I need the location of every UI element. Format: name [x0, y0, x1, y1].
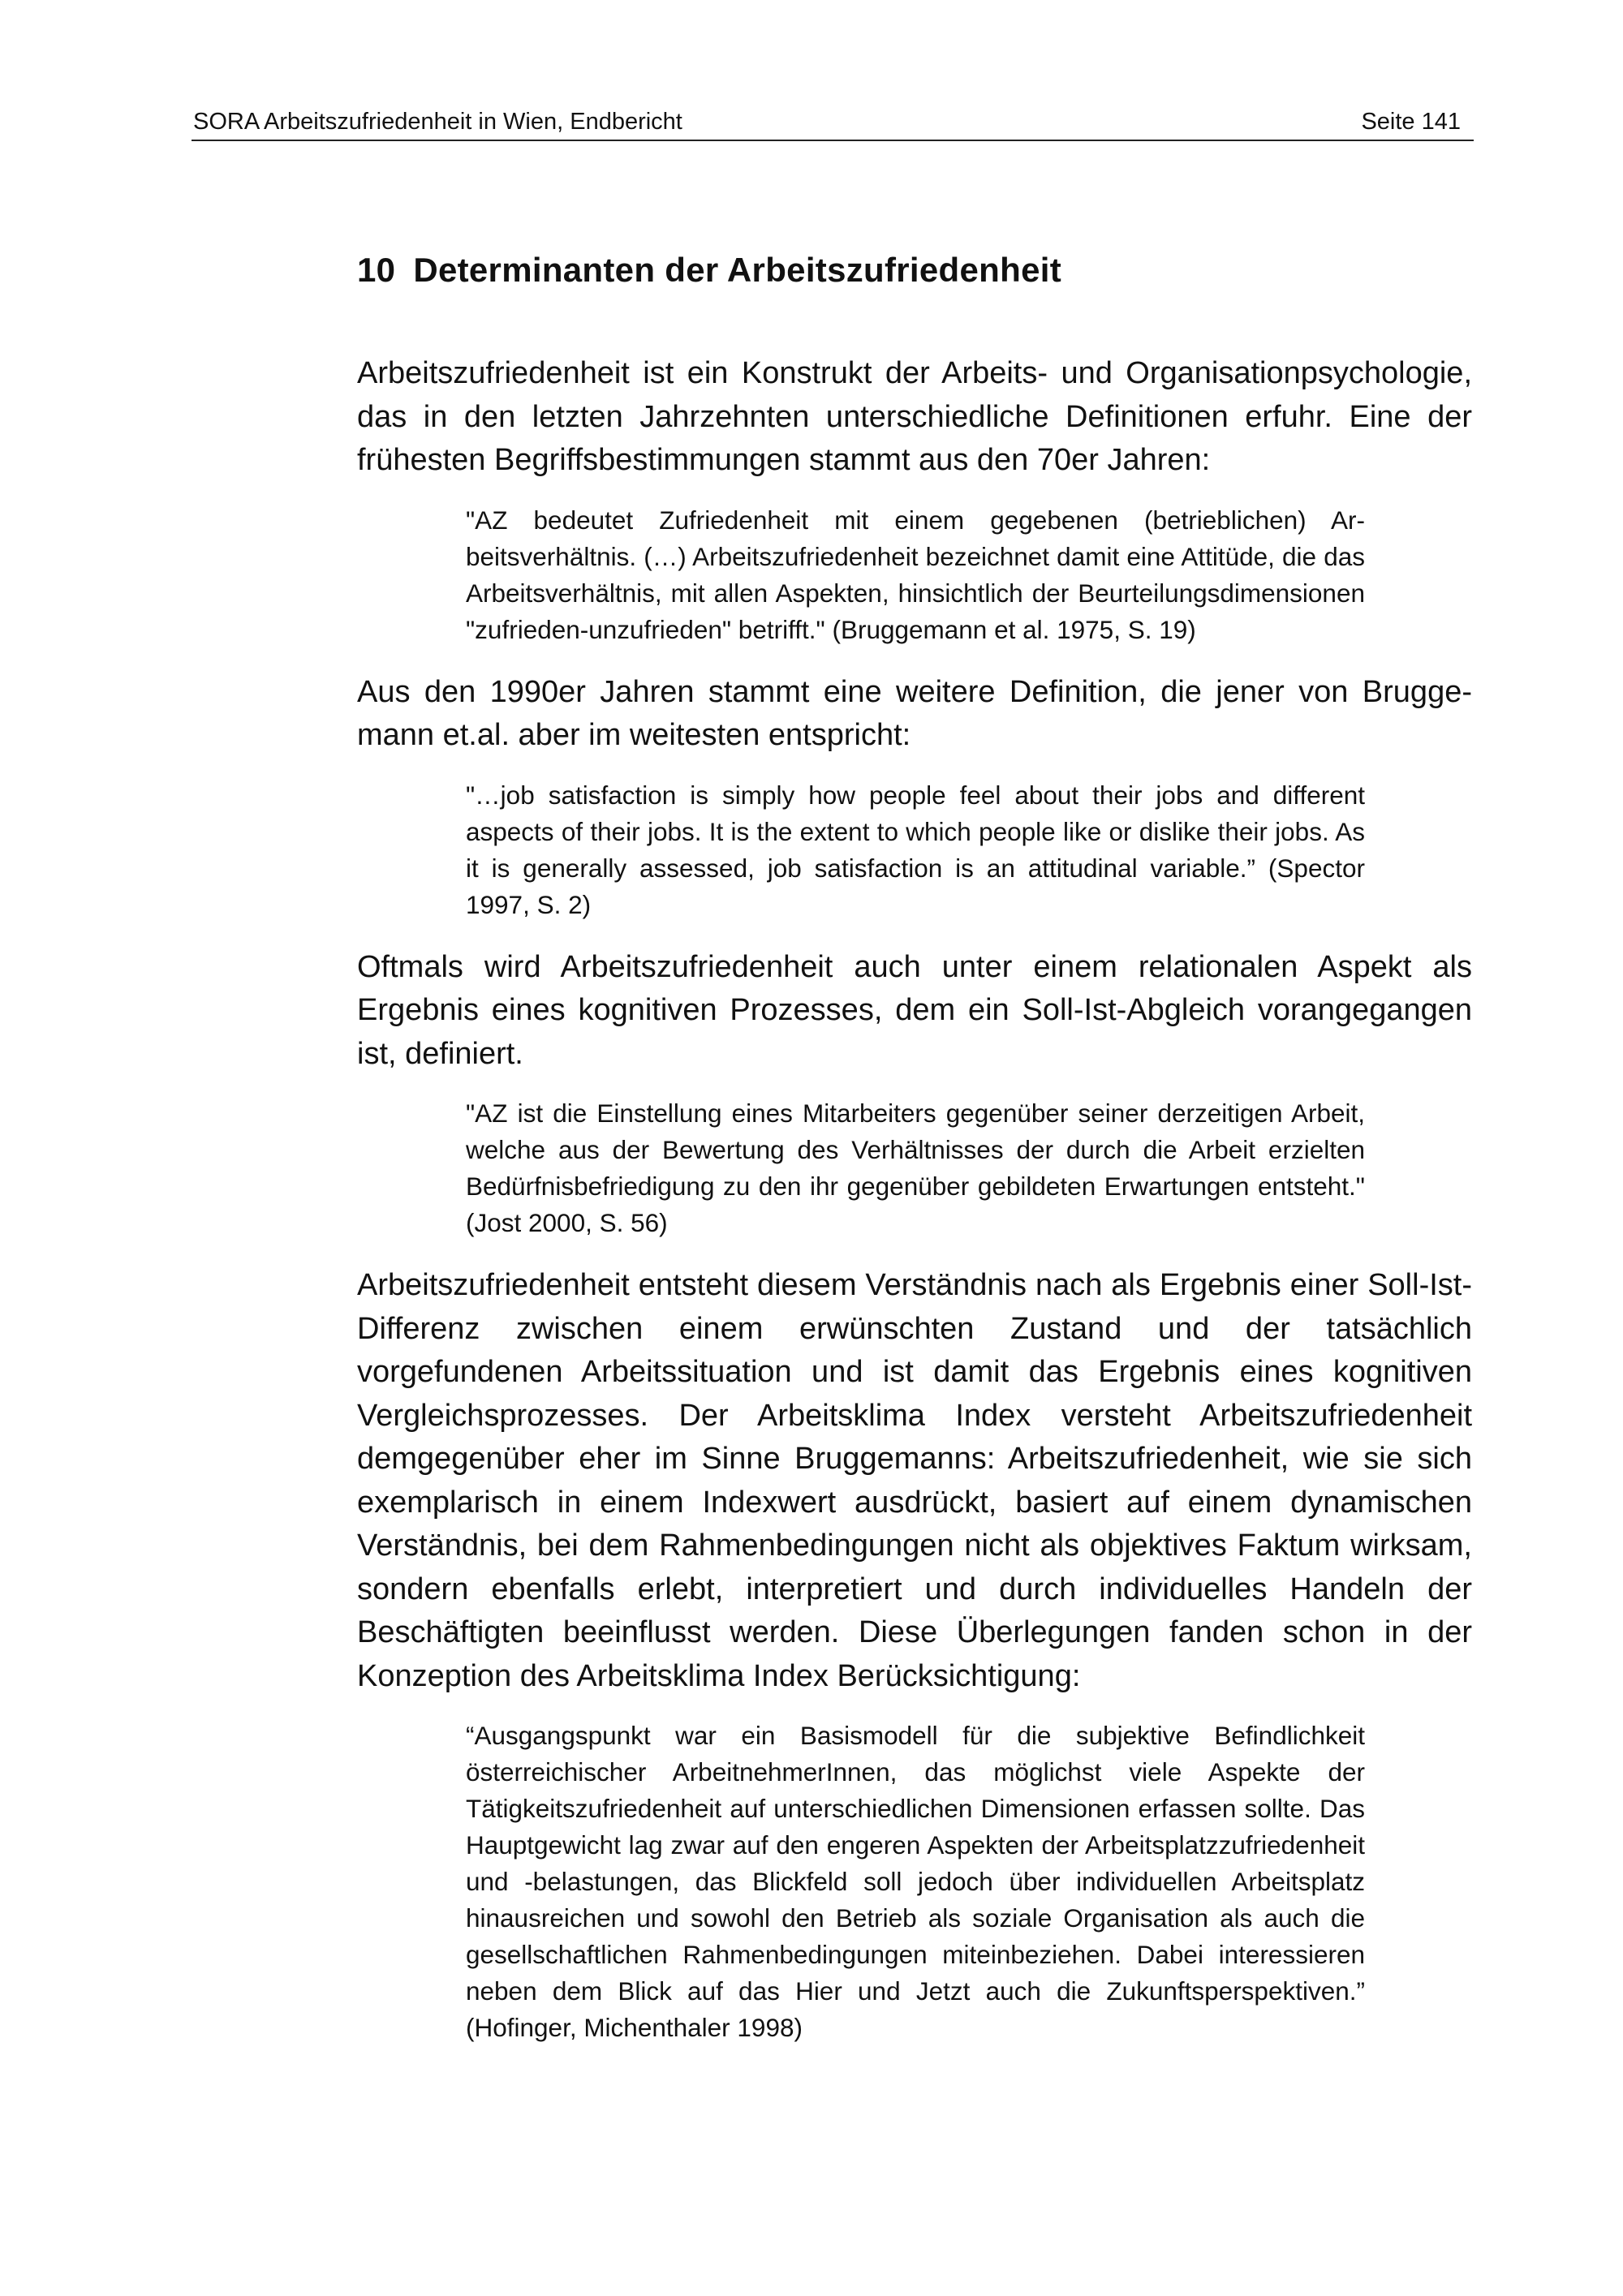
quote-spector: "…job satisfaction is simply how people feel about their jobs and different aspects of their jobs. It is the extent to which people like or dislike their jobs. As it is generally assessed, job satisfaction is an attitudinal variable.” (Spector 1997, S. 2) [466, 780, 1365, 919]
paragraph-relational: Oftmals wird Arbeitszufriedenheit auch unter einem relationalen Aspekt als Ergebnis eines kognitiven Prozesses, dem ein Soll-Ist-Abgleich vorangegangen ist, definiert. [357, 949, 1472, 1071]
quote-hofinger: “Ausgangspunkt war ein Basismodell für die subjektive Befindlichkeit österreichischer ArbeitnehmerInnen, das möglichst viele Aspekte der Tätigkeitszufriedenheit auf unterschiedlichen Dimensionen erfassen sollte. Das Hauptgewicht lag zwar auf den engeren Aspekten der Arbeitsplatzzufriedenheit und -belastungen, das Blickfeld soll jedoch über individuellen Arbeitsplatz hinausreichen und sowohl den Betrieb als soziale Organisation als auch die gesellschaftlichen Rahmenbedingungen miteinbeziehen. Dabei interessieren neben dem Blick auf das Hier und Jetzt auch die Zukunftsperspektiven.” (Hofinger, Michenthaler 1998) [466, 1721, 1365, 2042]
quote-bruggemann: "AZ bedeutet Zufriedenheit mit einem gegebenen (betrieblichen) Arbeitsverhältnis. (…) Arbeitszufriedenheit bezeichnet damit eine Attitüde, die das Arbeitsverhältnis, mit allen Aspekten, hinsichtlich der Beurteilungsdimensionen "zufrieden-unzufrieden" betrifft." (Bruggemann et al. 1975, S. 19) [466, 505, 1365, 644]
chapter-title: Determinanten der Arbeitszufriedenheit [413, 251, 1061, 289]
paragraph-arbeitsklima-index: Arbeitszufriedenheit entsteht diesem Verständnis nach als Ergebnis einer Soll-Ist-Differenz zwischen einem erwünschten Zustand und der tatsächlich vorgefundenen Arbeitssituation und ist damit das Ergebnis eines kognitiven Vergleichsprozesses. Der Arbeitsklima Index versteht Arbeitszufriedenheit demgegenüber eher im Sinne Bruggemanns: Arbeitszufriedenheit, wie sie sich exemplarisch in einem Indexwert ausdrückt, basiert auf einem dynamischen Verständnis, bei dem Rahmenbedingungen nicht als objektives Faktum wirksam, sondern ebenfalls erlebt, interpretiert und durch individuelles Handeln der Beschäftigten beeinflusst werden. Diese Überlegungen fanden schon in der Konzeption des Arbeitsklima Index Berücksichtigung: [357, 1268, 1472, 1693]
page-content [357, 248, 1472, 2046]
header-report-title: SORA Arbeitszufriedenheit in Wien, Endbericht [193, 109, 682, 135]
paragraph-intro: Arbeitszufriedenheit ist ein Konstrukt der Arbeits- und Organisationpsychologie, das in den letzten Jahrzehnten unterschiedliche Definitionen erfuhr. Eine der frühesten Begriffsbestimmungen stammt aus den 70er Jahren: [357, 356, 1472, 477]
chapter-heading [357, 248, 1472, 292]
header-page-number: Seite 141 [1361, 109, 1461, 135]
page-header [192, 104, 1474, 141]
quote-jost: "AZ ist die Einstellung eines Mitarbeiters gegenüber seiner derzeitigen Arbeit, welche aus der Bewertung des Verhältnisses der durch die Arbeit erzielten Bedürfnisbefriedigung zu den ihr gegenüber gebildeten Erwartungen entsteht." (Jost 2000, S. 56) [466, 1099, 1365, 1237]
paragraph-1990s: Aus den 1990er Jahren stammt eine weitere Definition, die jener von Bruggemann et.al. aber im weitesten entspricht: [357, 674, 1472, 752]
chapter-number: 10 [357, 251, 396, 289]
